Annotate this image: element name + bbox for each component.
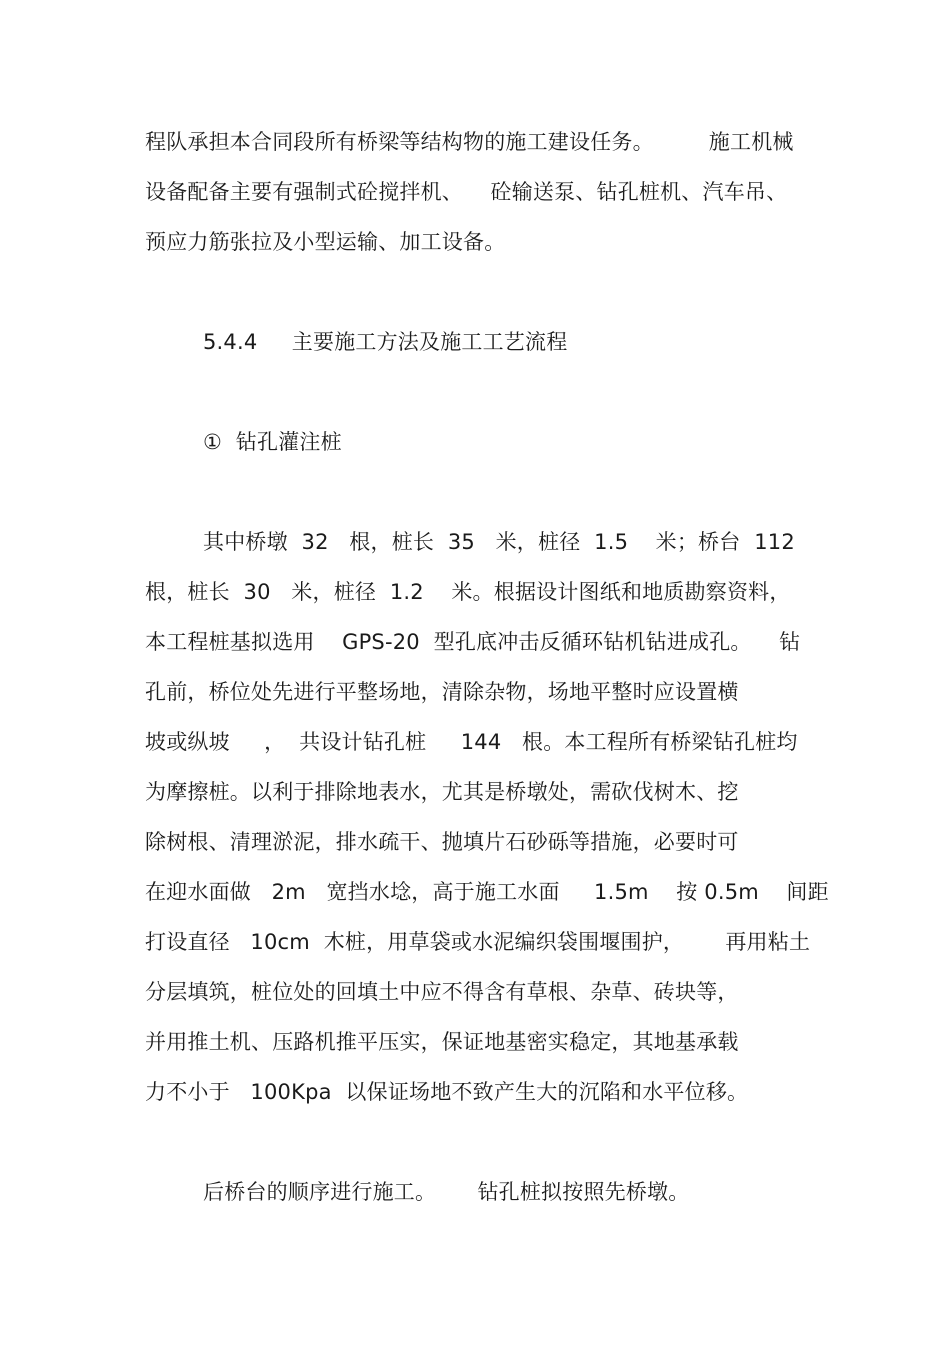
body-line-1: 其中桥墩 32 根，桩长 35 米，桩径 1.5 米；桥台 112 [203, 530, 795, 554]
subheading: ① 钻孔灌注桩 [203, 430, 342, 454]
intro-line-3: 预应力筋张拉及小型运输、加工设备。 [145, 230, 506, 254]
body-line-10: 分层填筑，桩位处的回填土中应不得含有草根、杂草、砖块等， [145, 980, 739, 1004]
intro-line-2: 设备配备主要有强制式砼搅拌机、 砼输送泵、钻孔桩机、汽车吊、 [145, 180, 788, 204]
body-line-11: 并用推土机、压路机推平压实，保证地基密实稳定，其地基承载 [145, 1030, 739, 1054]
body-line-9: 打设直径 10cm 木桩，用草袋或水泥编织袋围堰围护， 再用粘土 [145, 930, 811, 954]
body-line-12: 力不小于 100Kpa 以保证场地不致产生大的沉陷和水平位移。 [145, 1080, 749, 1104]
body-line-8: 在迎水面做 2m 宽挡水埝，高于施工水面 1.5m 按 0.5m 间距 [145, 880, 829, 904]
body-line-4: 孔前，桥位处先进行平整场地，清除杂物，场地平整时应设置横 [145, 680, 739, 704]
body-line-5: 坡或纵坡 ， 共设计钻孔桩 144 根。本工程所有桥梁钻孔桩均 [145, 730, 798, 754]
body-line-7: 除树根、清理淤泥，排水疏干、抛填片石砂砾等措施，必要时可 [145, 830, 739, 854]
body-line-6: 为摩擦桩。以利于排除地表水，尤其是桥墩处，需砍伐树木、挖 [145, 780, 739, 804]
section-heading: 5.4.4 主要施工方法及施工工艺流程 [203, 330, 568, 354]
body-line-2: 根，桩长 30 米，桩径 1.2 米。根据设计图纸和地质勘察资料， [145, 580, 791, 604]
intro-line-1: 程队承担本合同段所有桥梁等结构物的施工建设任务。 施工机械 [145, 130, 794, 154]
closing-line: 后桥台的顺序进行施工。 钻孔桩拟按照先桥墩。 [203, 1180, 690, 1204]
body-line-3: 本工程桩基拟选用 GPS-20 型孔底冲击反循环钻机钻进成孔。 钻 [145, 630, 801, 654]
